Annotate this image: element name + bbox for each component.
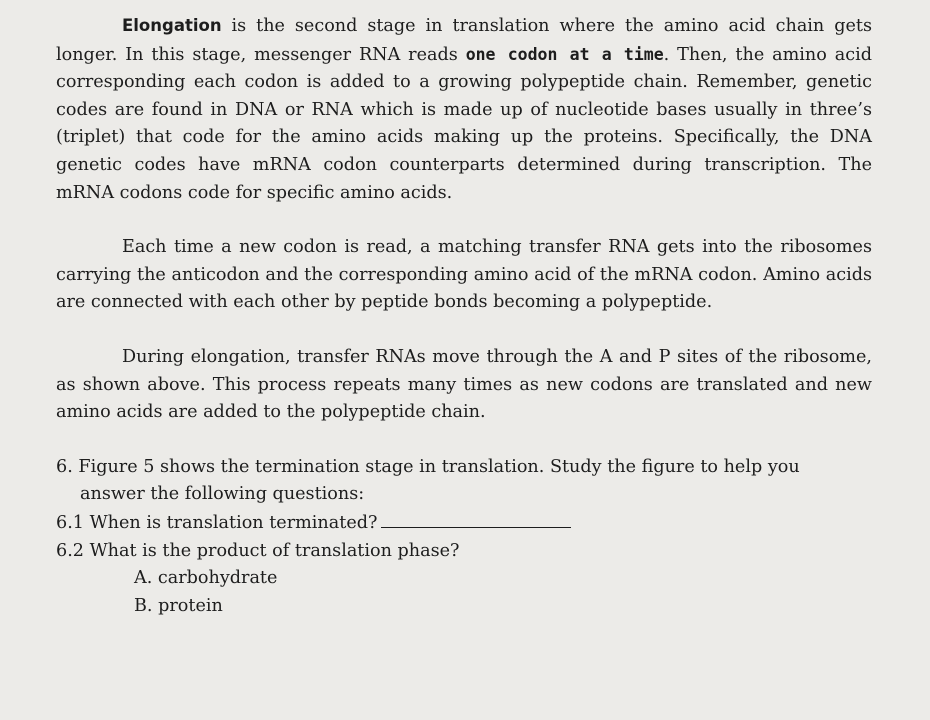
choice-b[interactable]: B. protein	[134, 595, 223, 616]
emphasis-one-codon: one codon at a time	[465, 44, 664, 64]
question-6-1-text: 6.1 When is translation terminated?	[56, 512, 378, 533]
paragraph-elongation-text-1: is the second stage in translation where the amino acid chain gets longer. In this stage, messenger RNA reads	[56, 16, 872, 65]
question-6-prompt-line1: 6. Figure 5 shows the termination stage in translation. Study the figure to help you	[56, 456, 800, 477]
paragraph-elongation-text-2: . Then, the amino acid corresponding each codon is added to a growing polypeptide chain. Remember, genetic codes are found in DNA or RNA which is made up of nucleotide bases usually in three’s (triplet) that code for the amino acids making up the proteins. Specifically, the DNA genetic codes have mRNA codon counterparts determined during transcription. The mRNA codons code for specific amino acids.	[56, 44, 872, 203]
question-6-block	[56, 454, 872, 621]
question-6-2: 6.2 What is the product of translation phase?	[56, 540, 460, 561]
term-elongation: Elongation	[122, 16, 222, 35]
paragraph-codon-read: Each time a new codon is read, a matching transfer RNA gets into the ribosomes carrying the anticodon and the corresponding amino acid of the mRNA codon. Amino acids are connected with each other by peptide bonds becoming a polypeptide.	[56, 237, 872, 313]
paragraph-trna-movement: During elongation, transfer RNAs move through the A and P sites of the ribosome, as shown above. This process repeats many times as new codons are translated and new amino acids are added to the polypeptide chain.	[56, 346, 872, 423]
paragraph-elongation	[56, 12, 872, 207]
question-6-prompt-line2: answer the following questions:	[80, 484, 365, 505]
choice-a[interactable]: A. carbohydrate	[134, 568, 278, 589]
answer-blank-6-1[interactable]	[381, 509, 571, 528]
question-6-1	[56, 509, 872, 538]
